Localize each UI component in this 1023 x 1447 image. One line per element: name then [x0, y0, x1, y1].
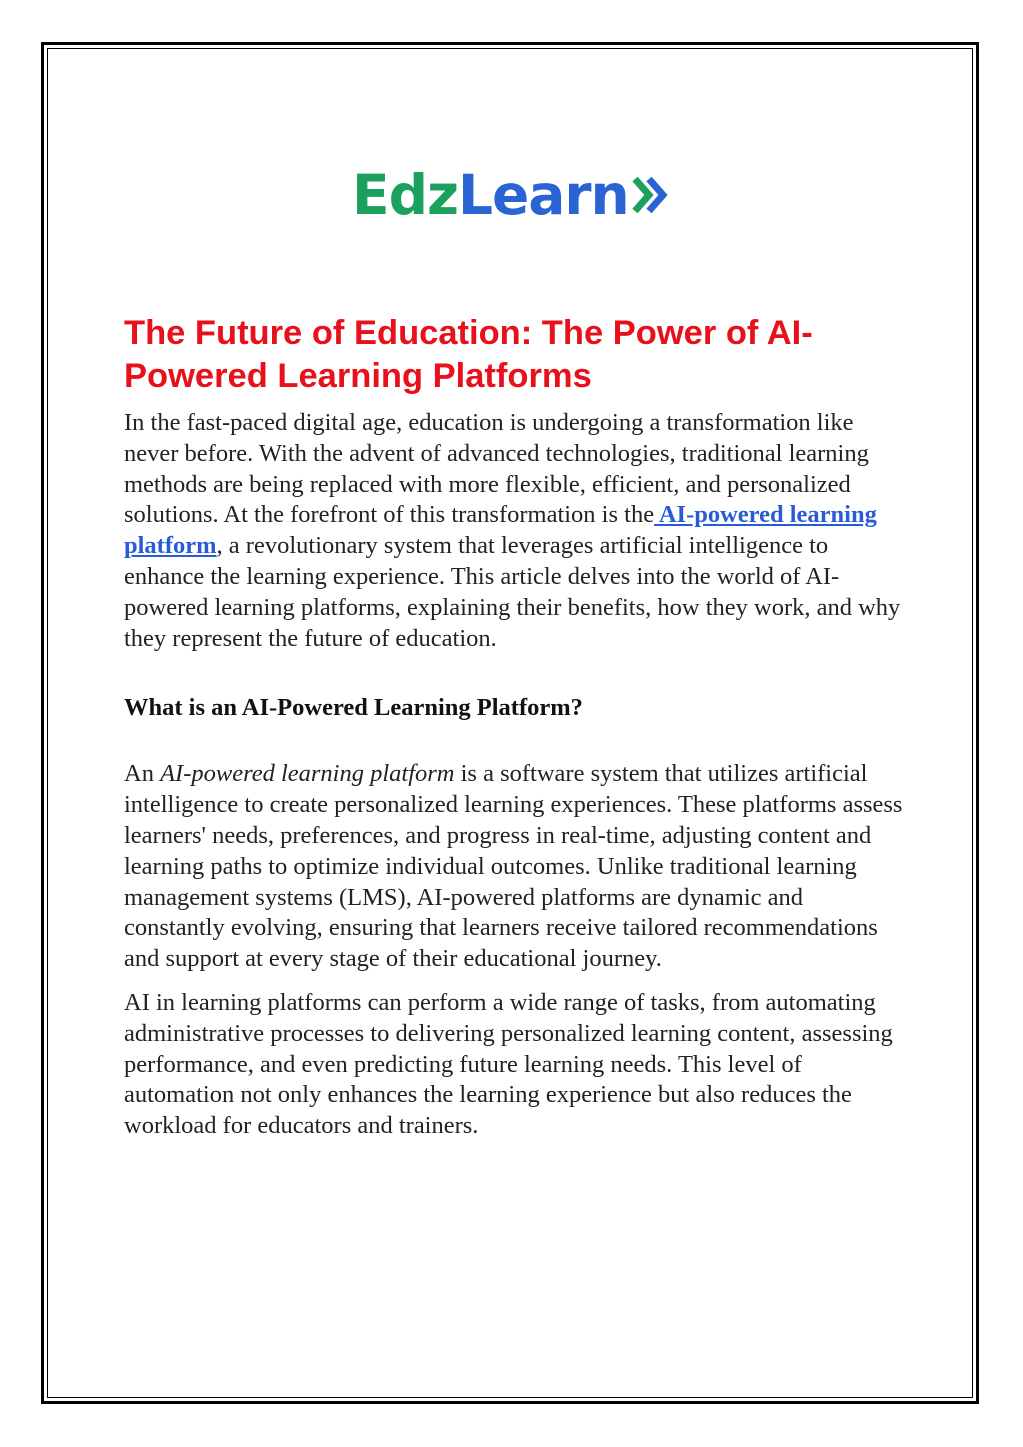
- intro-text-before-link: In the fast-paced digital age, education is undergoing a transformation like never before. With the advent of advanced technologies, traditional learning methods are being replaced with more flexible, efficient, and personalized solutions. At the forefront of this transformation is the: [124, 409, 869, 529]
- logo-text-edz: Edz: [352, 162, 458, 227]
- intro-paragraph: [124, 408, 904, 654]
- article: [124, 300, 904, 1142]
- definition-italic-term: AI-powered learning platform: [160, 760, 455, 788]
- edzlearn-logo: [352, 160, 671, 230]
- definition-rest: is a software system that utilizes artificial intelligence to create personalized learning experiences. These platforms assess learners' needs, preferences, and progress in real-time, adjusting content and learning paths to optimize individual outcomes. Unlike traditional learning management systems (LMS), AI-powered platforms are dynamic and constantly evolving, ensuring that learners receive tailored recommendations and support at every stage of their educational journey.: [124, 760, 903, 973]
- tasks-paragraph: AI in learning platforms can perform a wide range of tasks, from automating administrative processes to delivering personalized learning content, assessing performance, and even predicting future learning needs. This level of automation not only enhances the learning experience but also reduces the workload for educators and trainers.: [124, 988, 893, 1140]
- definition-paragraph: [124, 759, 904, 975]
- intro-text-after-link: , a revolutionary system that leverages artificial intelligence to enhance the learning experience. This article delves into the world of AI-powered learning platforms, explaining their benefits, how they work, and why they represent the future of education.: [124, 532, 901, 652]
- article-title: The Future of Education: The Power of AI-Powered Learning Platforms: [124, 314, 813, 395]
- logo-text-learn: Learn: [457, 162, 629, 227]
- double-chevron-right-icon: [631, 173, 671, 217]
- ai-learning-platform-link[interactable]: AI-powered learning platform: [124, 501, 877, 560]
- section-heading: What is an AI-Powered Learning Platform?: [124, 694, 583, 722]
- definition-lead: An: [124, 760, 161, 788]
